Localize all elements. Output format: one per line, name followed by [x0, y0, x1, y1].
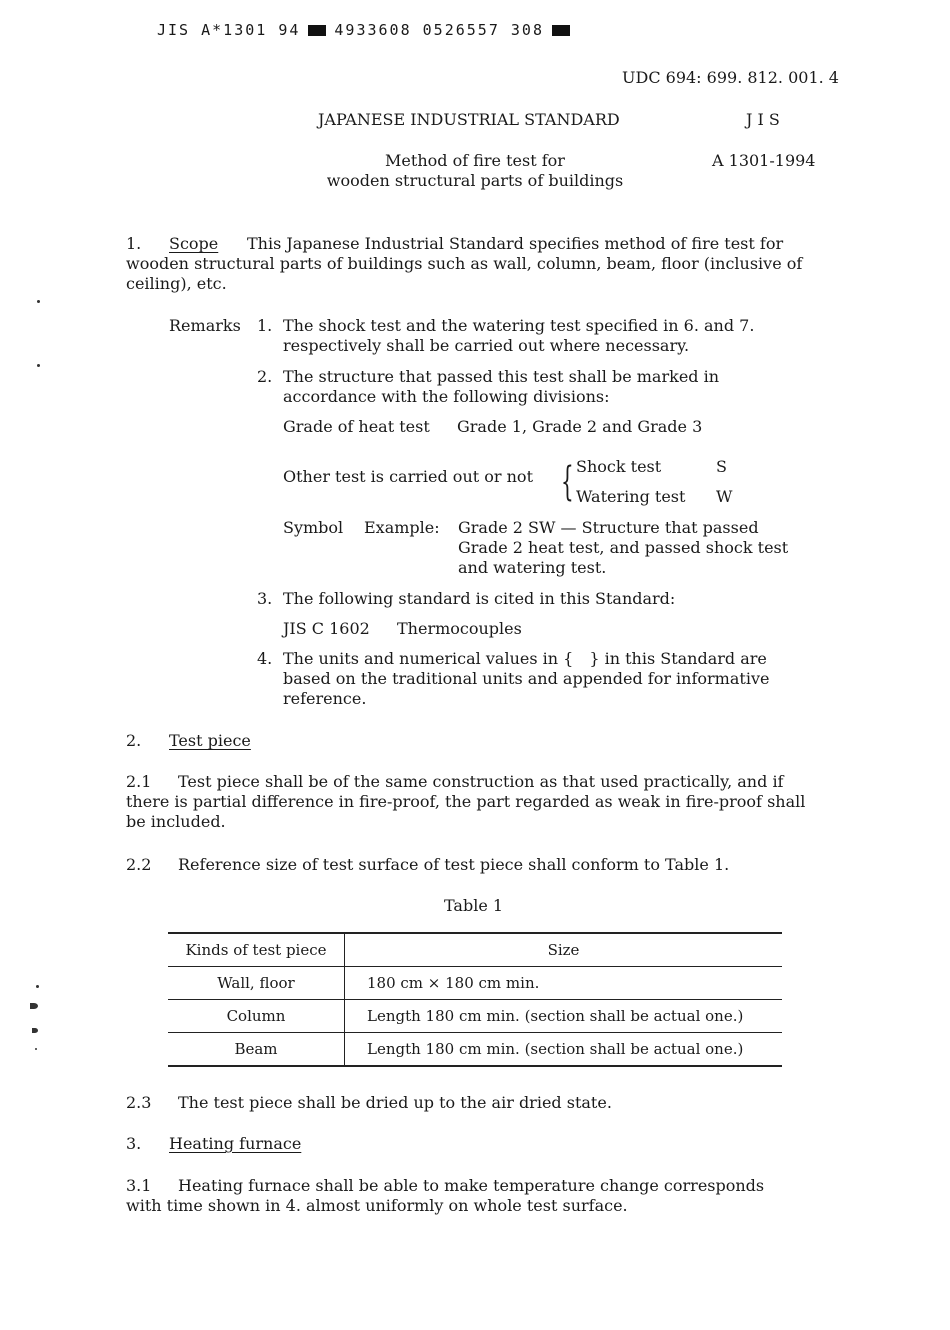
table-row [168, 1033, 782, 1067]
symbol-label: Symbol [283, 518, 344, 537]
header-code-part2: 4933608 0526557 308 [334, 21, 544, 39]
doc-title [300, 151, 650, 191]
clause-2-2-number: 2.2 [126, 855, 152, 874]
clause-2-3-text: The test piece shall be dried up to the air dried state. [178, 1093, 612, 1112]
clause-3-1-rest: with time shown in 4. almost uniformly on whole test surface. [126, 1196, 628, 1215]
sec3-heading: Heating furnace [169, 1134, 302, 1153]
grade-value: Grade 1, Grade 2 and Grade 3 [457, 417, 703, 436]
remark-3-number: 3. [257, 589, 273, 608]
barcode-block-icon [308, 25, 326, 36]
table-header-row [168, 933, 782, 967]
doc-title-line2: wooden structural parts of buildings [326, 171, 624, 190]
clause-2-1-first: Test piece shall be of the same construction as that used practically, and if [178, 772, 784, 791]
brace-icon: { [561, 459, 574, 505]
scope-number: 1. [126, 234, 142, 253]
scope-text-first: This Japanese Industrial Standard specifies method of fire test for [247, 234, 784, 253]
table-cell-size: Length 180 cm min. (section shall be actual one.) [367, 1040, 744, 1058]
clause-2-1-number: 2.1 [126, 772, 152, 791]
remark-4-number: 4. [257, 649, 273, 668]
clause-2-1-rest: there is partial difference in fire-proof, the part regarded as weak in fire-proof shall be included. [126, 792, 806, 831]
sec3-number: 3. [126, 1134, 142, 1153]
clause-2-2-text: Reference size of test surface of test piece shall conform to Table 1. [178, 855, 730, 874]
scan-header-code [157, 20, 578, 40]
other-test-label: Other test is carried out or not [283, 467, 533, 486]
scan-speck-icon [37, 300, 40, 303]
barcode-block-icon [552, 25, 570, 36]
table-caption: Table 1 [444, 896, 504, 915]
scope-heading: Scope [169, 234, 219, 253]
sec2-heading: Test piece [169, 731, 251, 750]
table-row [168, 967, 782, 1000]
doc-number: A 1301-1994 [712, 151, 816, 170]
header-code-part1: JIS A*1301 94 [157, 21, 301, 39]
size-table [168, 932, 782, 1067]
clause-3-1-first: Heating furnace shall be able to make temperature change corresponds [178, 1176, 765, 1195]
example-label: Example: [364, 518, 440, 537]
standard-title: JAPANESE INDUSTRIAL STANDARD [318, 110, 620, 129]
udc-number: UDC 694: 699. 812. 001. 4 [622, 68, 839, 87]
scan-speck-icon [37, 364, 40, 367]
table-row [168, 1000, 782, 1033]
table-cell-size: Length 180 cm min. (section shall be actual one.) [367, 1007, 744, 1025]
watering-test-label: Watering test [576, 487, 686, 506]
scope-text-rest: wooden structural parts of buildings such as wall, column, beam, floor (inclusive of ceiling), etc. [126, 254, 803, 293]
remark-2-number: 2. [257, 367, 273, 386]
table-header-size: Size [547, 941, 580, 959]
clause-3-1-number: 3.1 [126, 1176, 152, 1195]
scan-speck-icon [35, 1048, 37, 1050]
example-text: Grade 2 SW — Structure that passed Grade 2 heat test, and passed shock test and watering test. [458, 518, 789, 577]
scan-speck-icon [36, 985, 39, 988]
punch-mark-icon [32, 1028, 38, 1033]
table-cell-kind: Wall, floor [168, 967, 345, 1000]
remark-1-text: The shock test and the watering test specified in 6. and 7. respectively shall be carried out where necessary. [283, 316, 755, 355]
grade-label: Grade of heat test [283, 417, 430, 436]
clause-2-3-number: 2.3 [126, 1093, 152, 1112]
shock-test-symbol: S [716, 457, 727, 476]
table-cell-kind: Beam [168, 1033, 345, 1067]
sec2-number: 2. [126, 731, 142, 750]
doc-title-line1: Method of fire test for [385, 151, 565, 170]
remark-3-text: The following standard is cited in this Standard: [283, 589, 676, 608]
remarks-label: Remarks [169, 316, 241, 335]
cited-standard-code: JIS C 1602 [283, 619, 370, 638]
cited-standard-name: Thermocouples [397, 619, 522, 638]
jis-mark: J I S [746, 110, 780, 129]
remark-2-text: The structure that passed this test shall be marked in accordance with the following divisions: [283, 367, 720, 406]
table-cell-kind: Column [168, 1000, 345, 1033]
remark-4-text: The units and numerical values in { } in this Standard are based on the traditional units and appended for informative reference. [283, 649, 770, 708]
table-cell-size: 180 cm × 180 cm min. [367, 974, 540, 992]
shock-test-label: Shock test [576, 457, 662, 476]
punch-mark-icon [30, 1003, 38, 1009]
watering-test-symbol: W [716, 487, 733, 506]
remark-1-number: 1. [257, 316, 273, 335]
table-header-kind: Kinds of test piece [168, 933, 345, 967]
